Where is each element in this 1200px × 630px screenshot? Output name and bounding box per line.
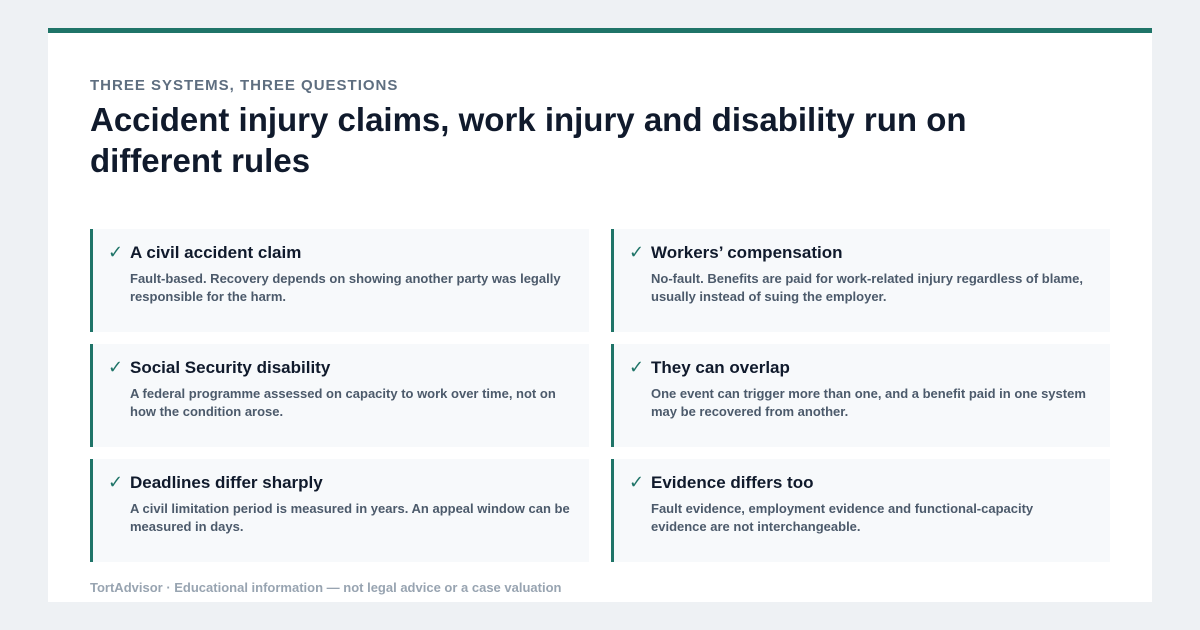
item-title: A civil accident claim [130,243,302,262]
item-evidence-differs [611,459,1110,562]
item-title: Deadlines differ sharply [130,473,323,492]
item-title: Workers’ compensation [651,243,843,262]
check-mark-icon: ✓ [629,242,645,262]
item-description: Fault-based. Recovery depends on showing another party was legally responsible for the harm. [130,271,561,304]
footer-disclaimer: TortAdvisor · Educational information — not legal advice or a case valuation [90,580,562,595]
item-description: No-fault. Benefits are paid for work-related injury regardless of blame, usually instead of suing the employer. [651,271,1083,304]
item-description: A federal programme assessed on capacity to work over time, not on how the condition arose. [130,386,556,419]
item-they-can-overlap [611,344,1110,447]
item-title: They can overlap [651,358,790,377]
content-card [48,28,1152,602]
check-mark-icon: ✓ [629,357,645,377]
item-description: A civil limitation period is measured in years. An appeal window can be measured in days. [130,501,570,534]
item-deadlines-differ [90,459,589,562]
item-social-security-disability [90,344,589,447]
item-civil-accident-claim [90,229,589,332]
item-title: Social Security disability [130,358,331,377]
item-description: Fault evidence, employment evidence and functional-capacity evidence are not interchangeable. [651,501,1034,534]
item-title: Evidence differs too [651,473,814,492]
check-mark-icon: ✓ [108,242,124,262]
check-mark-icon: ✓ [629,472,645,492]
item-description: One event can trigger more than one, and a benefit paid in one system may be recovered from another. [651,386,1086,419]
check-mark-icon: ✓ [108,357,124,377]
eyebrow: THREE SYSTEMS, THREE QUESTIONS [90,77,399,94]
item-workers-compensation [611,229,1110,332]
check-mark-icon: ✓ [108,472,124,492]
comparison-grid [90,229,1110,562]
page-title: Accident injury claims, work injury and disability run on different rules [90,101,967,179]
